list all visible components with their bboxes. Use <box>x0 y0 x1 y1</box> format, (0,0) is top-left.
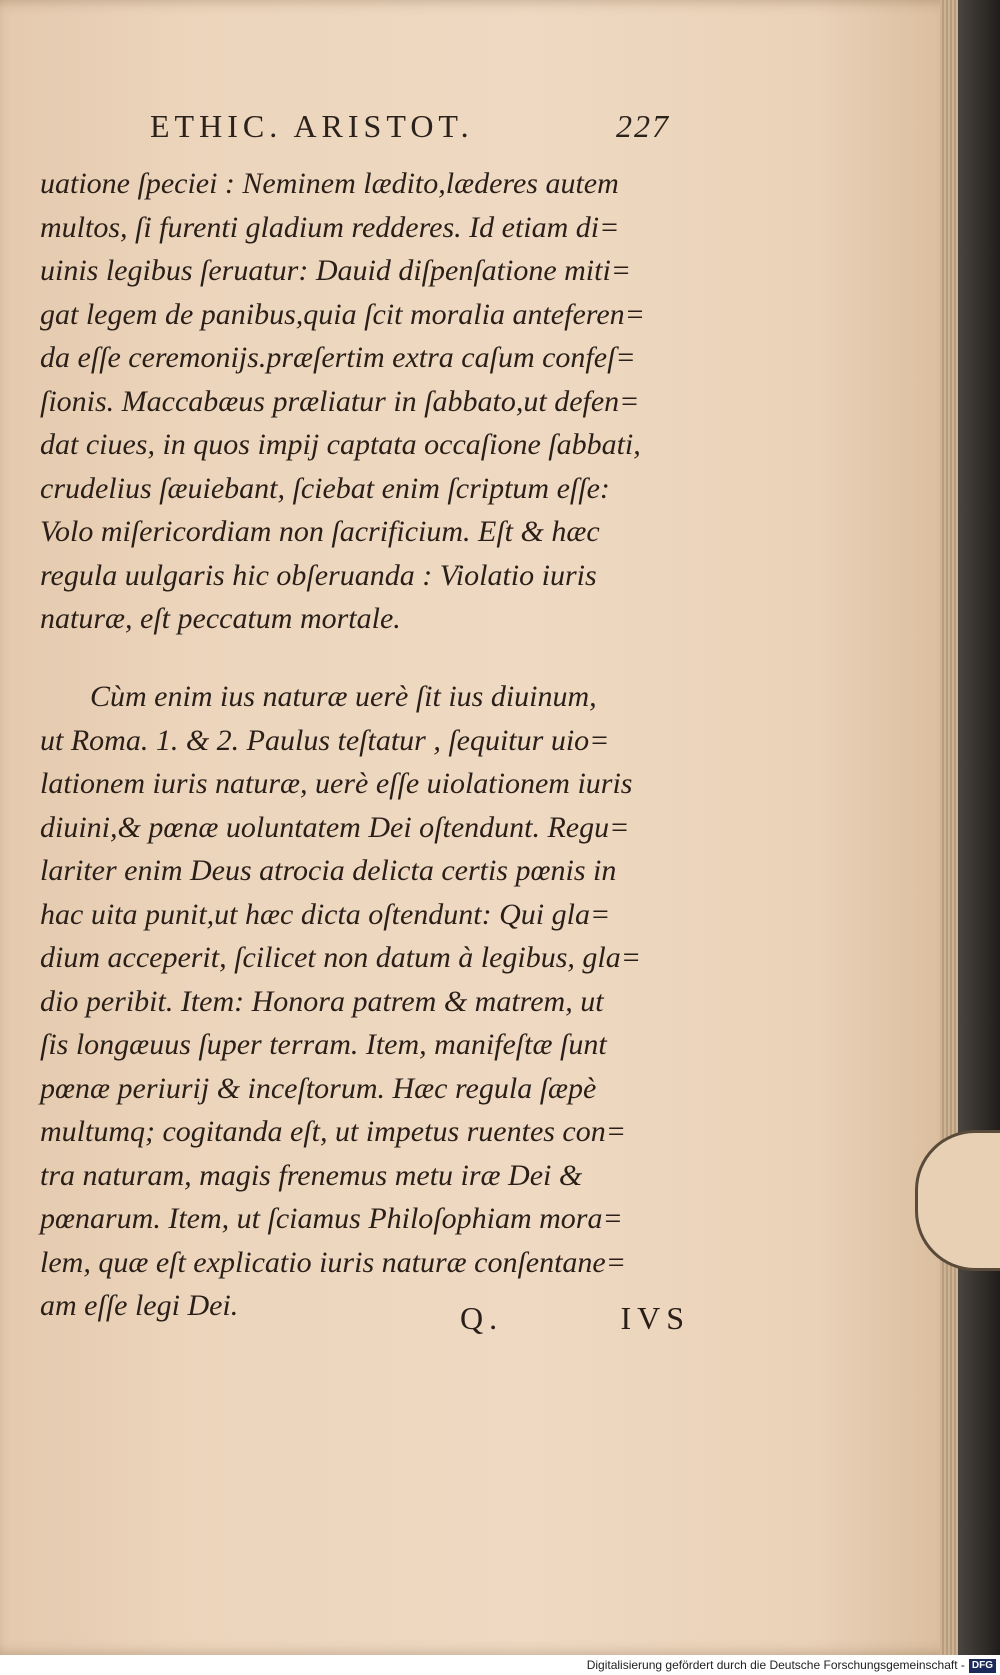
paragraph-1 <box>40 162 680 641</box>
page-footer <box>460 1300 690 1344</box>
text-line: regula uulgaris hic obſeruanda : Violatio iuris <box>40 558 597 592</box>
text-line: dat ciues, in quos impij captata occaſione ſabbati, <box>40 428 641 461</box>
text-line: diuini,& pœnæ uoluntatem Dei oſtendunt. Regu= <box>40 810 630 844</box>
text-line: pœnarum. Item, ut ſciamus Philoſophiam mora= <box>40 1202 623 1235</box>
text-line: hac uita punit,ut hæc dicta oſtendunt: Qui gla= <box>40 897 611 931</box>
text-line: da eſſe ceremonijs.præſertim extra caſum confeſ= <box>40 341 636 374</box>
text-line: lem, quæ eſt explicatio iuris naturæ conſentane= <box>40 1245 626 1279</box>
text-line: lationem iuris naturæ, uerè eſſe uiolationem iuris <box>40 767 633 800</box>
page-number: 227 <box>616 108 670 144</box>
text-line: lariter enim Deus atrocia delicta certis pœnis in <box>40 854 617 887</box>
page-edge-stack <box>940 0 958 1655</box>
text-line: multos, ſi furenti gladium redderes. Id etiam di= <box>40 210 620 244</box>
text-line: am eſſe legi Dei. <box>40 1289 239 1322</box>
text-line: dio peribit. Item: Honora patrem & matrem, ut <box>40 984 604 1018</box>
text-line: uinis legibus ſeruatur: Dauid diſpenſatione miti= <box>40 254 632 287</box>
text-line: ſionis. Maccabæus præliatur in ſabbato,ut defen= <box>40 384 640 418</box>
scanner-edge <box>958 0 1000 1655</box>
text-line: gat legem de panibus,quia ſcit moralia anteferen= <box>40 297 645 331</box>
dfg-logo: DFG <box>969 1659 996 1673</box>
credit-text: Digitalisierung gefördert durch die Deutsche Forschungsgemeinschaft - <box>586 1658 965 1672</box>
text-line: uatione ſpeciei : Neminem lædito,læderes autem <box>40 167 619 200</box>
text-line: crudelius ſæuiebant, ſciebat enim ſcriptum eſſe: <box>40 471 610 505</box>
digitization-credit <box>0 1655 1000 1675</box>
text-line: ſis longæuus ſuper terram. Item, manifeſtæ ſunt <box>40 1028 607 1061</box>
text-line: pœnæ periurij & inceſtorum. Hæc regula ſæpè <box>40 1071 597 1105</box>
text-line: tra naturam, magis frenemus metu iræ Dei & <box>40 1158 583 1192</box>
text-line: naturæ, eſt peccatum mortale. <box>40 602 401 635</box>
text-line: ut Roma. 1. & 2. Paulus teſtatur , ſequitur uio= <box>40 723 610 757</box>
text-line: Cùm enim ius naturæ uerè ſit ius diuinum, <box>90 680 597 713</box>
paragraph-2 <box>40 675 680 1328</box>
text-line: Volo miſericordiam non ſacrificium. Eſt & hæc <box>40 515 600 548</box>
text-line: dium acceperit, ſcilicet non datum à legibus, gla= <box>40 941 641 974</box>
catchword: IVS <box>620 1300 690 1336</box>
running-header <box>150 108 670 152</box>
signature-mark: Q. <box>460 1300 504 1336</box>
text-line: multumq; cogitanda eſt, ut impetus ruentes con= <box>40 1115 626 1148</box>
running-title: ETHIC. ARISTOT. <box>150 108 474 144</box>
